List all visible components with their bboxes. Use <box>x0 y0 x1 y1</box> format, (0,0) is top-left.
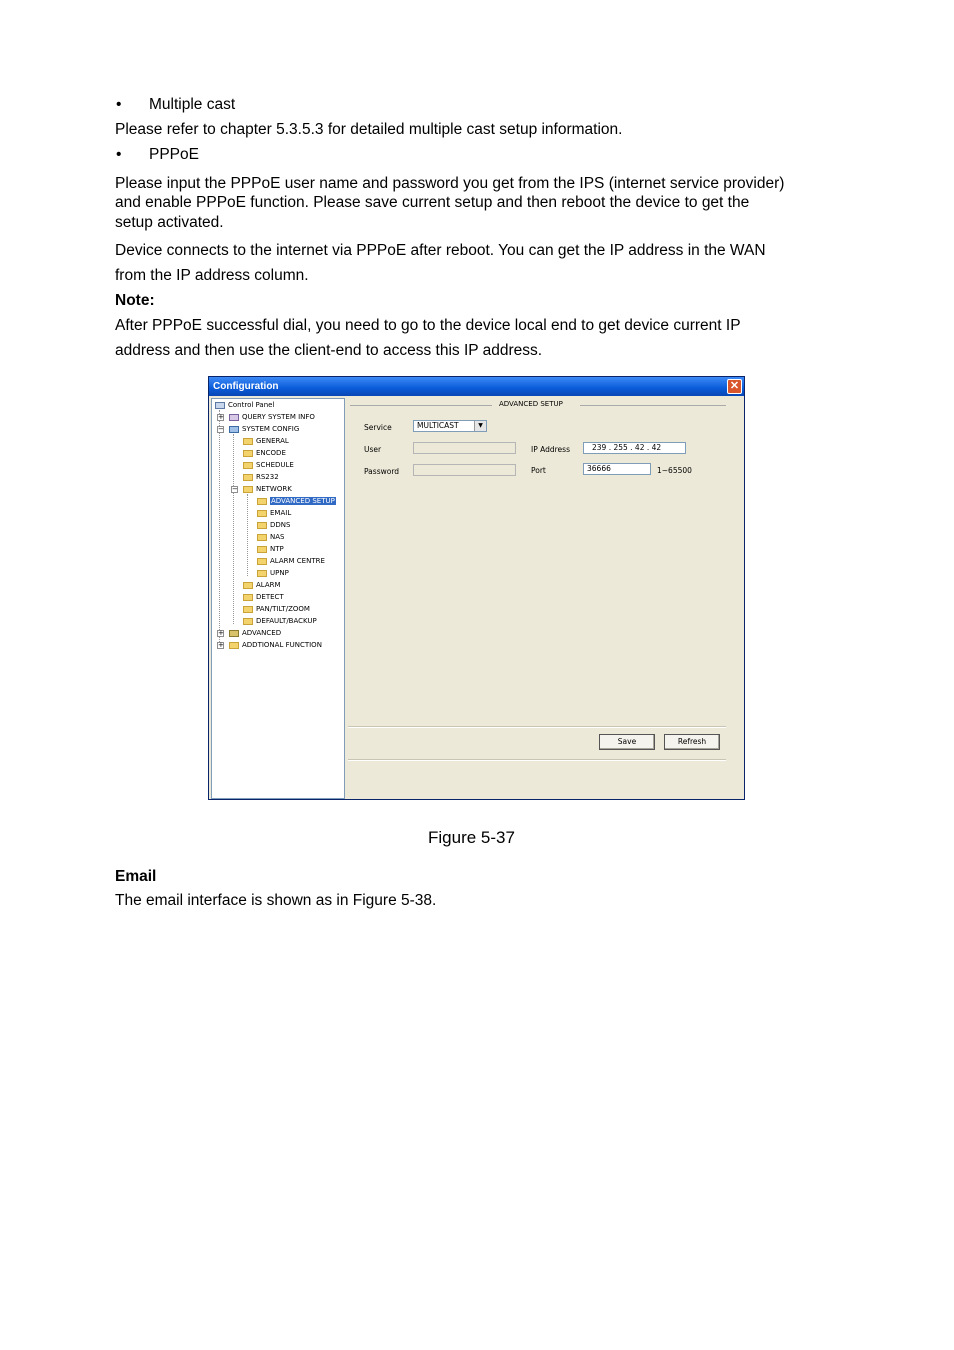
expand-icon[interactable]: + <box>218 629 224 637</box>
folder-icon <box>243 606 253 613</box>
note-heading: Note: <box>115 292 155 309</box>
port-range-hint: 1~65500 <box>657 466 692 475</box>
expand-icon[interactable]: + <box>218 413 224 421</box>
user-field[interactable] <box>413 442 516 454</box>
port-field[interactable]: 36666 <box>583 463 651 475</box>
collapse-icon[interactable]: − <box>232 485 238 493</box>
password-label: Password <box>364 467 400 476</box>
tree-item-alarm[interactable]: ALARM <box>243 580 281 591</box>
bullet-multiple-cast: Multiple cast <box>149 96 236 113</box>
folder-open-icon <box>257 498 267 505</box>
folder-icon <box>243 594 253 601</box>
gears-icon <box>229 630 239 637</box>
save-button[interactable]: Save <box>599 734 655 750</box>
tree-item-nas[interactable]: NAS <box>257 532 284 543</box>
figure-caption: Figure 5-37 <box>428 828 515 847</box>
tree-item-query-system-info[interactable]: + QUERY SYSTEM INFO <box>218 413 315 421</box>
close-icon[interactable]: ✕ <box>727 379 742 394</box>
tree-item-detect[interactable]: DETECT <box>243 592 284 603</box>
tree-item-ntp[interactable]: NTP <box>257 544 284 555</box>
email-paragraph: The email interface is shown as in Figure 5-38. <box>115 892 437 909</box>
port-label: Port <box>531 466 546 475</box>
folder-icon <box>257 510 267 517</box>
refresh-button[interactable]: Refresh <box>664 734 720 750</box>
bullet-pppoe: PPPoE <box>149 146 199 163</box>
service-select[interactable]: MULTICAST ▼ <box>413 420 487 432</box>
folder-open-icon <box>243 486 253 493</box>
ip-address-label: IP Address <box>531 445 570 454</box>
configuration-window <box>208 376 745 800</box>
group-border-right <box>580 405 726 406</box>
info-icon <box>229 414 239 421</box>
user-label: User <box>364 445 382 454</box>
bullet-dot: • <box>116 146 122 163</box>
tree-item-control-panel[interactable]: Control Panel <box>215 400 274 411</box>
password-field[interactable] <box>413 464 516 476</box>
ip-address-field[interactable]: 239 . 255 . 42 . 42 <box>583 442 686 454</box>
tree-item-email[interactable]: EMAIL <box>257 508 291 519</box>
folder-icon <box>257 546 267 553</box>
tree-item-ddns[interactable]: DDNS <box>257 520 290 531</box>
config-tree <box>211 398 345 799</box>
tree-item-additional-function[interactable]: + ADDTIONAL FUNCTION <box>218 641 322 649</box>
folder-icon <box>243 462 253 469</box>
folder-icon <box>257 570 267 577</box>
tree-item-general[interactable]: GENERAL <box>243 436 289 447</box>
folder-icon <box>257 558 267 565</box>
bullet-dot: • <box>116 96 122 113</box>
folder-icon <box>229 642 239 649</box>
tree-item-upnp[interactable]: UPNP <box>257 568 289 579</box>
tree-item-system-config[interactable]: − SYSTEM CONFIG <box>218 425 300 433</box>
folder-icon <box>243 582 253 589</box>
paragraph-note-line1: After PPPoE successful dial, you need to go to the device local end to get device current IP <box>115 317 741 334</box>
computer-icon <box>215 402 225 409</box>
window-title-bar <box>209 377 744 396</box>
group-title: ADVANCED SETUP <box>496 400 566 409</box>
tree-item-advanced-setup[interactable]: ADVANCED SETUP <box>257 496 336 507</box>
email-heading: Email <box>115 868 157 885</box>
tree-item-network[interactable]: − NETWORK <box>232 485 292 493</box>
folder-icon <box>243 618 253 625</box>
tools-icon <box>229 426 239 433</box>
collapse-icon[interactable]: − <box>218 425 224 433</box>
group-border-left <box>350 405 492 406</box>
tree-item-pan-tilt-zoom[interactable]: PAN/TILT/ZOOM <box>243 604 310 615</box>
chevron-down-icon[interactable]: ▼ <box>474 421 486 431</box>
paragraph-pppoe-line1: Please input the PPPoE user name and password you get from the IPS (internet service provider) <box>115 175 785 192</box>
tree-item-advanced[interactable]: + ADVANCED <box>218 629 282 637</box>
divider <box>348 759 726 761</box>
tree-item-schedule[interactable]: SCHEDULE <box>243 460 294 471</box>
window-title: Configuration <box>213 381 279 392</box>
folder-icon <box>257 534 267 541</box>
expand-icon[interactable]: + <box>218 641 224 649</box>
folder-icon <box>243 450 253 457</box>
divider <box>348 726 726 728</box>
folder-icon <box>243 474 253 481</box>
tree-item-encode[interactable]: ENCODE <box>243 448 286 459</box>
tree-item-alarm-centre[interactable]: ALARM CENTRE <box>257 556 325 567</box>
folder-icon <box>243 438 253 445</box>
tree-item-rs232[interactable]: RS232 <box>243 472 279 483</box>
paragraph-pppoe-line2: and enable PPPoE function. Please save current setup and then reboot the device to get the <box>115 194 750 211</box>
tree-item-default-backup[interactable]: DEFAULT/BACKUP <box>243 616 317 627</box>
paragraph-note-line2: address and then use the client-end to access this IP address. <box>115 342 543 359</box>
paragraph-pppoe-line3: setup activated. <box>115 214 224 231</box>
service-label: Service <box>364 423 392 432</box>
advanced-setup-panel <box>348 398 744 799</box>
paragraph-reboot-line2: from the IP address column. <box>115 267 309 284</box>
folder-icon <box>257 522 267 529</box>
paragraph-reboot-line1: Device connects to the internet via PPPoE after reboot. You can get the IP address in the WAN <box>115 242 766 259</box>
paragraph-multicast-ref: Please refer to chapter 5.3.5.3 for detailed multiple cast setup information. <box>115 121 623 138</box>
